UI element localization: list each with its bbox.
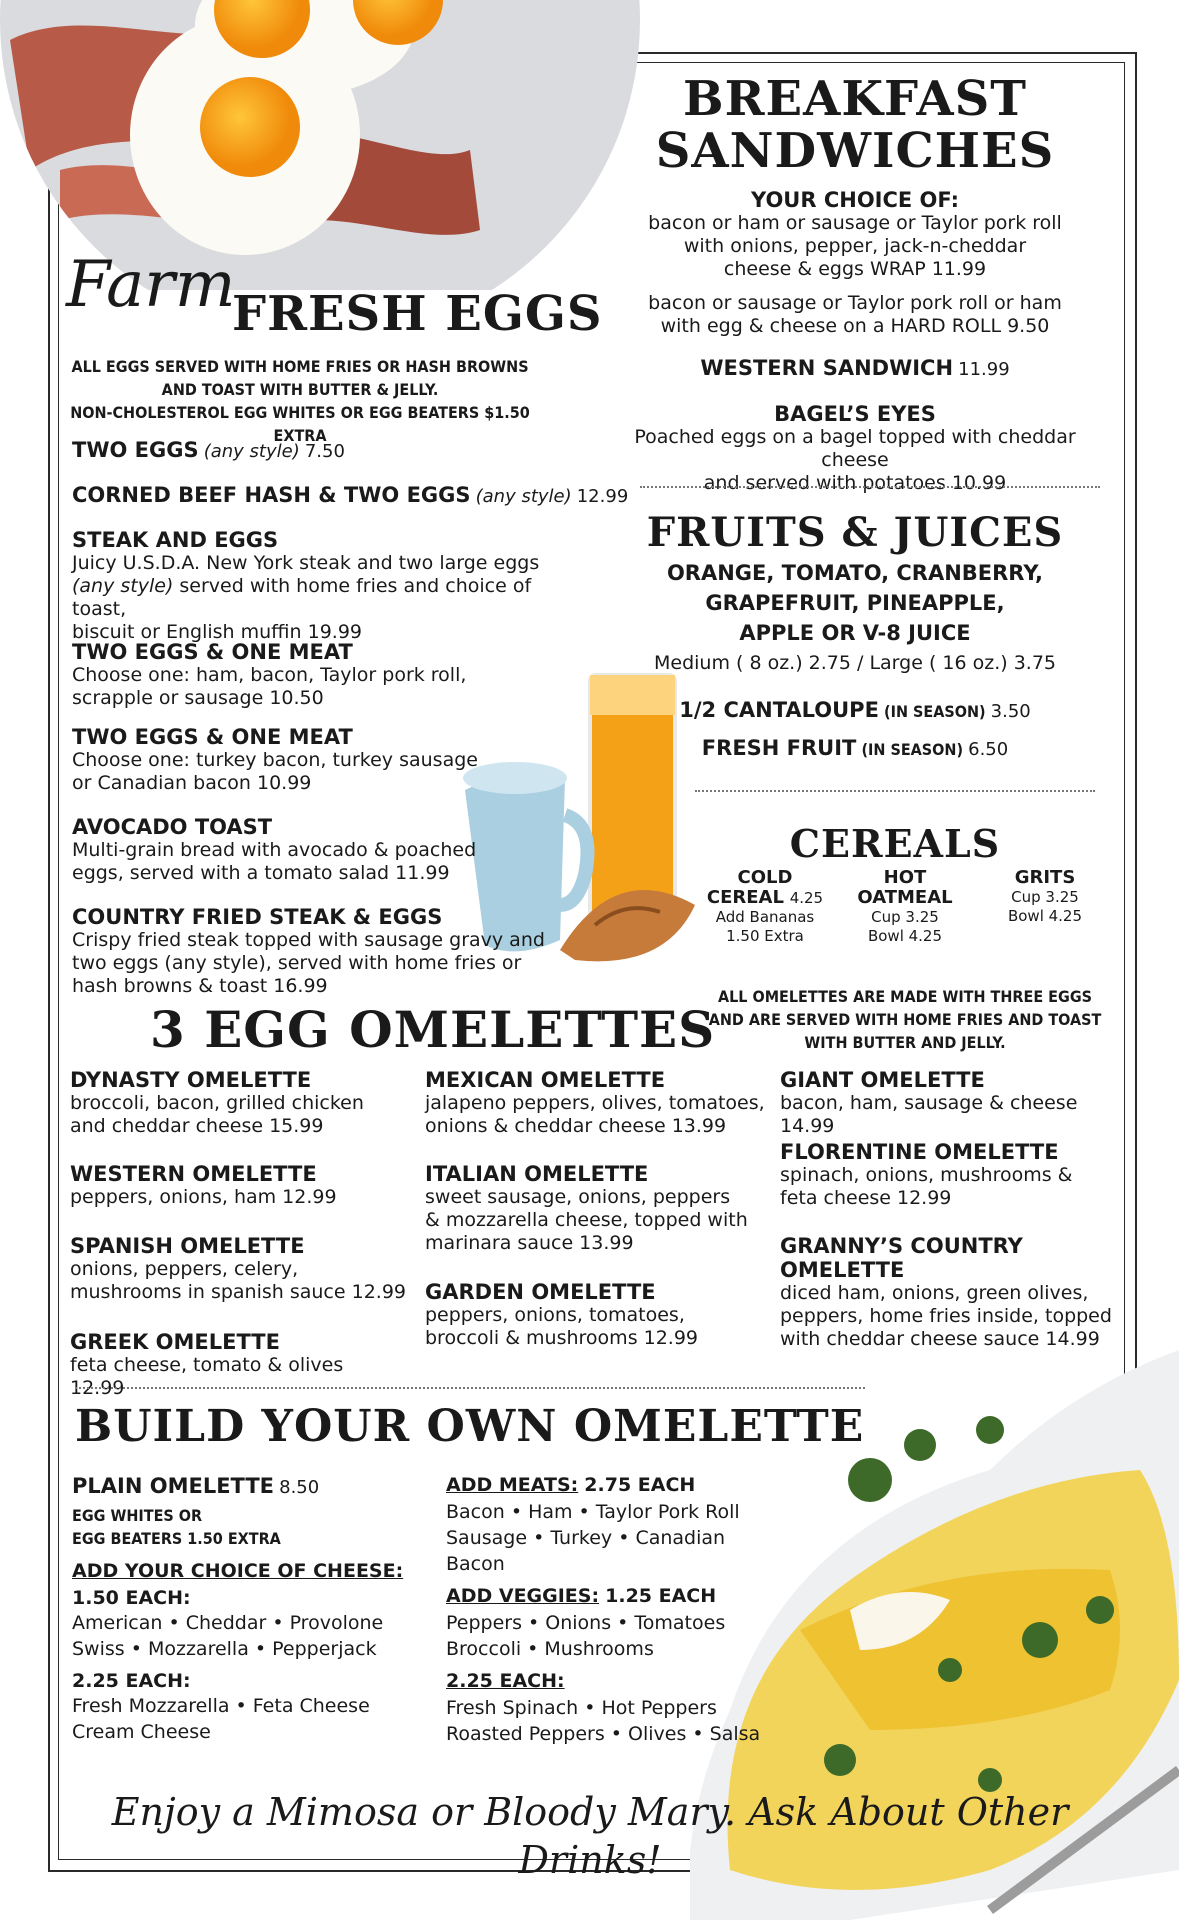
item-name: SPANISH OMELETTE (70, 1234, 305, 1258)
item-name: OATMEAL (857, 887, 953, 908)
item-desc: diced ham, onions, green olives, (780, 1282, 1089, 1304)
menu-item-corned-beef (72, 483, 628, 507)
title-line: SANDWICHES (655, 123, 1055, 179)
cheese-option-line: Fresh Mozzarella • Feta Cheese (72, 1695, 370, 1717)
juice-line: GRAPEFRUIT, PINEAPPLE, (705, 591, 1005, 615)
omelettes-note-line: WITH BUTTER AND JELLY. (804, 1033, 1006, 1052)
item-desc: peppers, home fries inside, topped (780, 1305, 1112, 1327)
egg-whites-note: EGG WHITES OR (72, 1506, 203, 1525)
eggs-note (70, 355, 530, 447)
item-desc: marinara sauce 13.99 (425, 1232, 634, 1254)
menu-item-greek-omelette (70, 1330, 400, 1400)
farm-script-word: Farm (66, 248, 236, 322)
item-price: Bowl 4.25 (867, 927, 943, 945)
cheese-heading: ADD YOUR CHOICE OF CHEESE: (72, 1560, 404, 1582)
menu-item-spanish-omelette (70, 1234, 410, 1304)
juice-line: ORANGE, TOMATO, CRANBERRY, (666, 561, 1044, 585)
item-price: Cup 3.25 (1011, 888, 1079, 906)
item-desc: bacon or ham or sausage or Taylor pork roll (648, 212, 1062, 234)
item-price: Cup 3.25 (871, 908, 939, 926)
choice-heading: YOUR CHOICE OF: (750, 188, 959, 212)
item-style: (any style) (203, 441, 300, 462)
fruits-section-title: FRUITS & JUICES (646, 509, 1064, 556)
menu-item-western-sandwich (600, 356, 1110, 380)
cheese-option-line: American • Cheddar • Provolone (72, 1612, 384, 1634)
juice-list (620, 558, 1090, 648)
item-name: AVOCADO TOAST (72, 815, 273, 839)
item-name: CEREAL (706, 887, 784, 908)
build-left-column (72, 1474, 432, 1745)
item-season: (IN SEASON) (884, 702, 986, 721)
item-desc: mushrooms in spanish sauce 12.99 (70, 1281, 406, 1303)
meat-option-line: Bacon • Ham • Taylor Pork Roll (446, 1501, 740, 1523)
omelettes-section-title: 3 EGG OMELETTES (150, 1000, 716, 1059)
item-name: FRESH FRUIT (701, 736, 857, 760)
divider (695, 790, 1095, 792)
item-desc: hash browns & toast 16.99 (72, 975, 328, 997)
veggies-price: 1.25 EACH (605, 1585, 717, 1607)
omelettes-note-line: AND ARE SERVED WITH HOME FRIES AND TOAST (708, 1010, 1102, 1029)
item-name: 1/2 CANTALOUPE (679, 698, 879, 722)
item-name: GARDEN OMELETTE (425, 1280, 656, 1304)
item-desc: Choose one: ham, bacon, Taylor pork roll, (72, 664, 467, 686)
item-style: (any style) (72, 575, 174, 597)
menu-item-steak-eggs (72, 528, 572, 644)
meat-option-line: Sausage • Turkey • Canadian Bacon (446, 1527, 726, 1575)
menu-item-fresh-fruit (620, 736, 1090, 761)
menu-item-avocado-toast (72, 815, 532, 885)
veggie-option-line: Fresh Spinach • Hot Peppers (446, 1697, 717, 1719)
item-desc: Add Bananas (715, 908, 815, 926)
item-name: GRANNY’S COUNTRY (780, 1234, 1023, 1258)
item-name: HOT (883, 867, 927, 888)
menu-item-two-eggs (72, 438, 345, 462)
item-name: WESTERN SANDWICH (700, 356, 954, 380)
menu-item-mexican-omelette (425, 1068, 765, 1138)
item-name: TWO EGGS (72, 438, 199, 462)
build-right-column (446, 1474, 776, 1747)
item-name: COUNTRY FRIED STEAK & EGGS (72, 905, 443, 929)
drinks-footer: Enjoy a Mimosa or Bloody Mary. Ask About Other Drinks! (111, 1790, 1069, 1882)
item-name: COLD (737, 867, 793, 888)
divider (75, 1387, 865, 1389)
item-name: GRITS (1014, 867, 1076, 888)
eggs-note-line: NON-CHOLESTEROL EGG WHITES OR EGG BEATERS $1.50 EXTRA (70, 403, 530, 445)
fried-eggs-photo (0, 0, 640, 290)
item-name: FLORENTINE OMELETTE (780, 1140, 1059, 1164)
veggie-option-line: Peppers • Onions • Tomatoes (446, 1612, 726, 1634)
eggs-section-title: FRESH EGGS (232, 286, 603, 342)
item-price: Bowl 4.25 (1007, 907, 1083, 925)
item-desc-rest: served with home fries and choice of toast, (72, 575, 532, 620)
item-name: TWO EGGS & ONE MEAT (72, 640, 353, 664)
item-desc: and cheddar cheese 15.99 (70, 1115, 324, 1137)
item-desc: or Canadian bacon 10.99 (72, 772, 312, 794)
veggie-option-line: Broccoli • Mushrooms (446, 1638, 654, 1660)
eggs-note-line: AND TOAST WITH BUTTER & JELLY. (161, 380, 439, 399)
item-desc: two eggs (any style), served with home fries or (72, 952, 522, 974)
menu-item-garden-omelette (425, 1280, 765, 1350)
item-style: (any style) (475, 486, 572, 507)
cheese-option-line: Cream Cheese (72, 1721, 211, 1743)
item-name: GIANT OMELETTE (780, 1068, 985, 1092)
item-desc: sweet sausage, onions, peppers (425, 1186, 731, 1208)
menu-item-italian-omelette (425, 1162, 765, 1255)
eggs-note-line: ALL EGGS SERVED WITH HOME FRIES OR HASH BROWNS (71, 357, 529, 376)
item-price: 3.50 (990, 701, 1031, 722)
omelettes-note-line: ALL OMELETTES ARE MADE WITH THREE EGGS (717, 987, 1093, 1006)
item-name: MEXICAN OMELETTE (425, 1068, 666, 1092)
build-section-title: BUILD YOUR OWN OMELETTE (75, 1401, 865, 1452)
item-name: OMELETTE (780, 1258, 905, 1282)
item-season: (IN SEASON) (861, 740, 964, 759)
divider (640, 486, 1100, 488)
meats-heading: ADD MEATS: (446, 1474, 579, 1496)
menu-item-bagels-eyes (600, 402, 1110, 495)
egg-whites-note: EGG BEATERS 1.50 EXTRA (72, 1529, 281, 1548)
item-desc: peppers, onions, tomatoes, (425, 1304, 685, 1326)
sandwiches-section-title (620, 73, 1090, 177)
juice-sizes: Medium ( 8 oz.) 2.75 / Large ( 16 oz.) 3.75 (653, 652, 1057, 674)
item-desc: Multi-grain bread with avocado & poached (72, 839, 477, 861)
item-desc: Poached eggs on a bagel topped with cheddar cheese (634, 426, 1076, 471)
item-desc: scrapple or sausage 10.50 (72, 687, 324, 709)
item-name: DYNASTY OMELETTE (70, 1068, 312, 1092)
menu-item-cantaloupe (620, 698, 1090, 723)
item-desc: bacon or sausage or Taylor pork roll or ham (648, 292, 1062, 314)
item-desc: jalapeno peppers, olives, tomatoes, (425, 1092, 765, 1114)
juice-line: APPLE OR V-8 JUICE (739, 621, 971, 645)
meats-price: 2.75 EACH (584, 1474, 696, 1496)
item-desc: cheese & eggs WRAP 11.99 (723, 258, 987, 280)
price-heading: 2.25 EACH: (446, 1670, 565, 1692)
sandwich-hard-roll (600, 292, 1110, 338)
menu-item-country-fried-steak (72, 905, 572, 998)
item-desc: eggs, served with a tomato salad 11.99 (72, 862, 450, 884)
item-desc: biscuit or English muffin 19.99 (72, 621, 363, 643)
menu-item-western-omelette (70, 1162, 400, 1209)
item-price: 11.99 (958, 359, 1010, 380)
item-desc: feta cheese 12.99 (780, 1187, 952, 1209)
menu-item-grits (985, 868, 1105, 926)
item-desc: & mozzarella cheese, topped with (425, 1209, 748, 1231)
item-price: 12.99 (576, 486, 629, 507)
menu-item-florentine-omelette (780, 1140, 1120, 1210)
item-price: 4.25 (789, 889, 824, 907)
item-desc: with egg & cheese on a HARD ROLL 9.50 (660, 315, 1050, 337)
menu-item-dynasty-omelette (70, 1068, 400, 1138)
item-desc: Choose one: turkey bacon, turkey sausage (72, 749, 478, 771)
item-desc: Juicy U.S.D.A. New York steak and two large eggs (72, 552, 540, 574)
menu-item-cold-cereal (700, 868, 830, 946)
item-desc: and served with potatoes 10.99 (703, 472, 1007, 494)
title-line: BREAKFAST (683, 71, 1027, 127)
item-name: WESTERN OMELETTE (70, 1162, 317, 1186)
item-desc: feta cheese, tomato & olives 12.99 (70, 1354, 344, 1399)
menu-item-two-eggs-meat-1 (72, 640, 532, 710)
price-heading: 1.50 EACH: (72, 1587, 191, 1609)
omelettes-note (700, 985, 1110, 1054)
sandwich-choice-block (600, 188, 1110, 281)
item-desc: broccoli & mushrooms 12.99 (425, 1327, 699, 1349)
item-desc: broccoli, bacon, grilled chicken (70, 1092, 364, 1114)
item-desc: onions & cheddar cheese 13.99 (425, 1115, 727, 1137)
cereals-section-title: CEREALS (789, 821, 1001, 866)
veggies-heading: ADD VEGGIES: (446, 1585, 600, 1607)
item-name: STEAK AND EGGS (72, 528, 279, 552)
item-desc: onions, peppers, celery, (70, 1258, 299, 1280)
price-heading: 2.25 EACH: (72, 1670, 191, 1692)
item-name: PLAIN OMELETTE (72, 1474, 275, 1498)
item-desc: spinach, onions, mushrooms & (780, 1164, 1073, 1186)
item-name: TWO EGGS & ONE MEAT (72, 725, 353, 749)
item-desc: bacon, ham, sausage & cheese 14.99 (780, 1092, 1078, 1137)
item-desc: 1.50 Extra (726, 927, 804, 945)
menu-item-two-eggs-meat-2 (72, 725, 532, 795)
item-name: GREEK OMELETTE (70, 1330, 280, 1354)
item-desc: with cheddar cheese sauce 14.99 (780, 1328, 1100, 1350)
menu-item-grannys-country-omelette (780, 1234, 1120, 1351)
veggie-option-line: Roasted Peppers • Olives • Salsa (446, 1723, 761, 1745)
item-price: 6.50 (968, 739, 1009, 760)
item-price: 8.50 (279, 1477, 320, 1498)
item-name: CORNED BEEF HASH & TWO EGGS (72, 483, 471, 507)
item-desc: peppers, onions, ham 12.99 (70, 1186, 337, 1208)
item-name: ITALIAN OMELETTE (425, 1162, 649, 1186)
item-desc (72, 575, 572, 621)
cheese-option-line: Swiss • Mozzarella • Pepperjack (72, 1638, 377, 1660)
item-desc: Crispy fried steak topped with sausage gravy and (72, 929, 545, 951)
item-name: BAGEL’S EYES (774, 402, 936, 426)
item-desc: with onions, pepper, jack-n-cheddar (683, 235, 1027, 257)
menu-item-giant-omelette (780, 1068, 1120, 1138)
item-price: 7.50 (304, 441, 345, 462)
menu-item-hot-oatmeal (845, 868, 965, 946)
